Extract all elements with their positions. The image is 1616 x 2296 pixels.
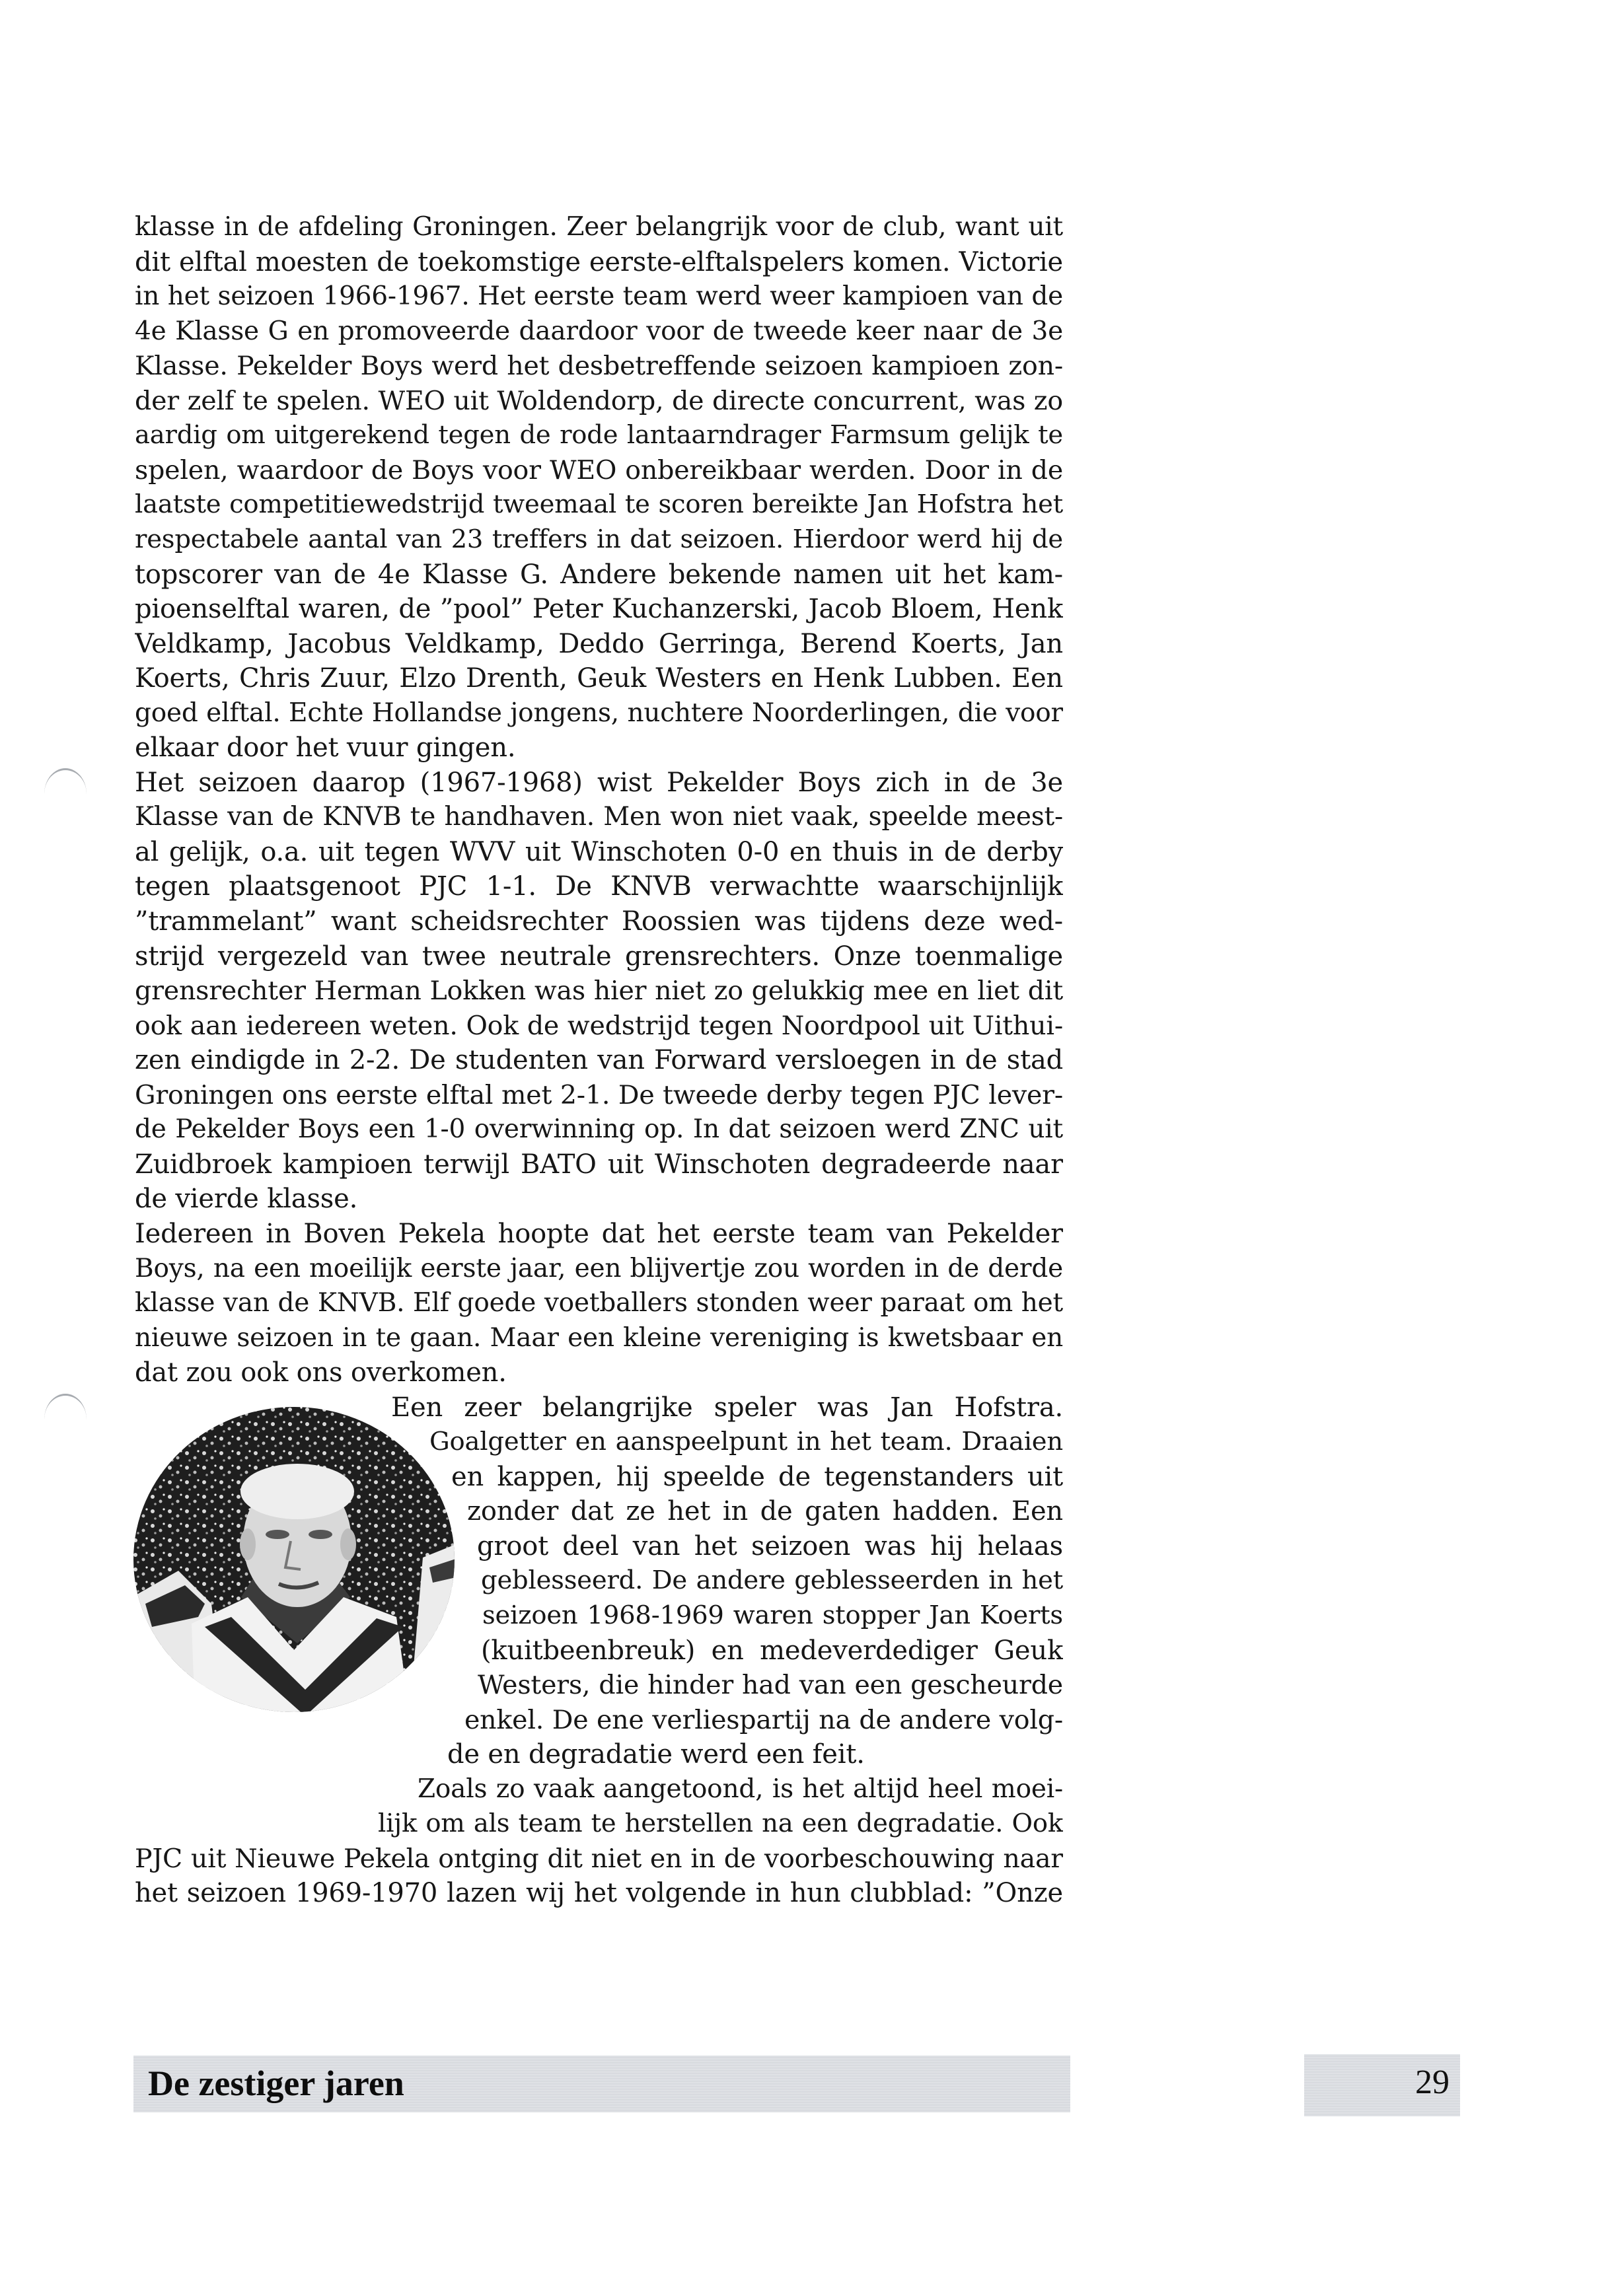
text-line: seizoen 1968-1969 waren stopper Jan Koerts — [482, 1600, 1063, 1630]
text-line: ook aan iedereen weten. Ook de wedstrijd tegen Noordpool uit Uithui- — [135, 1010, 1063, 1041]
text-line: Groningen ons eerste elftal met 2-1. De tweede derby tegen PJC lever- — [135, 1079, 1063, 1110]
text-line: goed elftal. Echte Hollandse jongens, nuchtere Noorderlingen, die voor — [135, 698, 1063, 728]
text-line: klasse in de afdeling Groningen. Zeer belangrijk voor de club, want uit — [135, 212, 1063, 242]
text-line: respectabele aantal van 23 treffers in dat seizoen. Hierdoor werd hij de — [135, 524, 1063, 554]
text-line: Klasse van de KNVB te handhaven. Men won niet vaak, speelde meest- — [135, 802, 1063, 832]
player-portrait-photo — [132, 1406, 456, 1713]
text-line: pioenselftal waren, de ”pool” Peter Kuchanzerski, Jacob Bloem, Henk — [135, 594, 1063, 625]
text-line: der zelf te spelen. WEO uit Woldendorp, de directe concurrent, was zo — [135, 385, 1063, 416]
footer-section-bar — [133, 2056, 1070, 2112]
page-number: 29 — [1415, 2063, 1450, 2101]
text-line: Iedereen in Boven Pekela hoopte dat het eerste team van Pekelder — [135, 1218, 1063, 1249]
text-line: spelen, waardoor de Boys voor WEO onbereikbaar werden. Door in de — [135, 454, 1063, 485]
punch-hole-mark-top — [44, 768, 87, 794]
text-line: ”trammelant” want scheidsrechter Roossien was tijdens deze wed- — [135, 906, 1063, 937]
footer-page-number-bar — [1304, 2054, 1460, 2116]
section-title: De zestiger jaren — [148, 2063, 404, 2103]
text-line: geblesseerd. De andere geblesseerden in het — [481, 1565, 1063, 1596]
text-line: enkel. De ene verliespartij na de andere volg- — [464, 1704, 1063, 1735]
text-line: elkaar door het vuur gingen. — [135, 733, 516, 764]
text-line: zonder dat ze het in de gaten hadden. Een — [467, 1496, 1063, 1527]
text-line: dat zou ook ons overkomen. — [135, 1357, 507, 1388]
text-line: klasse van de KNVB. Elf goede voetballers stonden weer paraat om het — [135, 1288, 1063, 1318]
text-line: al gelijk, o.a. uit tegen WVV uit Winschoten 0-0 en thuis in de derby — [135, 836, 1063, 867]
text-line: de vierde klasse. — [135, 1184, 358, 1215]
text-line: PJC uit Nieuwe Pekela ontging dit niet en in de voorbeschouwing naar — [135, 1843, 1063, 1874]
text-line: laatste competitiewedstrijd tweemaal te scoren bereikte Jan Hofstra het — [135, 489, 1063, 520]
text-line: lijk om als team te herstellen na een degradatie. Ook — [378, 1809, 1063, 1839]
text-line: Boys, na een moeilijk eerste jaar, een blijvertje zou worden in de derde — [135, 1253, 1063, 1283]
text-line: Het seizoen daarop (1967-1968) wist Pekelder Boys zich in de 3e — [135, 767, 1063, 798]
text-line: Westers, die hinder had van een gescheurde — [478, 1670, 1063, 1701]
text-line: groot deel van het seizoen was hij helaas — [477, 1530, 1063, 1561]
text-line: in het seizoen 1966-1967. Het eerste team werd weer kampioen van de — [135, 281, 1063, 312]
text-line: topscorer van de 4e Klasse G. Andere bekende namen uit het kam- — [135, 559, 1063, 590]
punch-hole-mark-bottom — [44, 1394, 87, 1419]
text-line: grensrechter Herman Lokken was hier niet zo gelukkig mee en liet dit — [135, 976, 1063, 1007]
text-line: en kappen, hij speelde de tegenstanders uit — [451, 1461, 1063, 1492]
text-line: de en degradatie werd een feit. — [447, 1739, 865, 1770]
portrait-image — [132, 1406, 456, 1713]
text-line: 4e Klasse G en promoveerde daardoor voor de tweede keer naar de 3e — [135, 316, 1063, 346]
text-line: Veldkamp, Jacobus Veldkamp, Deddo Gerringa, Berend Koerts, Jan — [135, 628, 1063, 659]
text-line: aardig om uitgerekend tegen de rode lantaarndrager Farmsum gelijk te — [135, 420, 1063, 450]
text-line: Een zeer belangrijke speler was Jan Hofstra. — [391, 1392, 1063, 1423]
text-line: Klasse. Pekelder Boys werd het desbetreffende seizoen kampioen zon- — [135, 351, 1063, 382]
text-line: tegen plaatsgenoot PJC 1-1. De KNVB verwachtte waarschijnlijk — [135, 871, 1063, 902]
text-line: strijd vergezeld van twee neutrale grensrechters. Onze toenmalige — [135, 941, 1063, 972]
text-line: Zuidbroek kampioen terwijl BATO uit Winschoten degradeerde naar — [135, 1149, 1063, 1180]
text-line: Koerts, Chris Zuur, Elzo Drenth, Geuk Westers en Henk Lubben. Een — [135, 663, 1063, 694]
text-line: dit elftal moesten de toekomstige eerste-elftalspelers komen. Victorie — [135, 246, 1063, 277]
text-line: zen eindigde in 2-2. De studenten van Forward versloegen in de stad — [135, 1045, 1063, 1076]
text-line: nieuwe seizoen in te gaan. Maar een kleine vereniging is kwetsbaar en — [135, 1322, 1063, 1353]
text-line: de Pekelder Boys een 1-0 overwinning op. In dat seizoen werd ZNC uit — [135, 1114, 1063, 1145]
text-line: (kuitbeenbreuk) en medeverdediger Geuk — [481, 1635, 1063, 1666]
text-line: Goalgetter en aanspeelpunt in het team. Draaien — [429, 1427, 1063, 1457]
text-line: het seizoen 1969-1970 lazen wij het volgende in hun clubblad: ”Onze — [135, 1878, 1063, 1909]
text-line: Zoals zo vaak aangetoond, is het altijd heel moei- — [418, 1774, 1063, 1804]
